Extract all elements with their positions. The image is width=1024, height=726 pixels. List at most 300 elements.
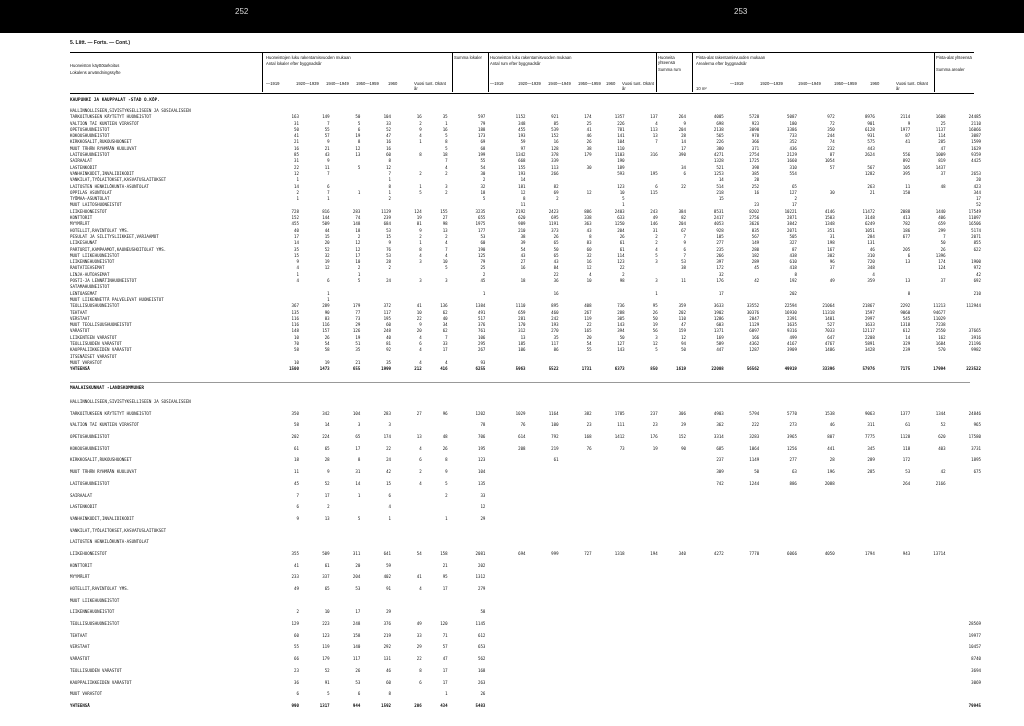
cell-value: 9 [683, 120, 686, 126]
cell-value: 1440 [935, 208, 946, 214]
cell-value: 14 [681, 139, 686, 145]
cell-value: 2417 [713, 215, 724, 221]
cell-value: 1 [327, 196, 330, 202]
cell-value: 9 [419, 227, 422, 233]
cell-value: 1633 [864, 322, 875, 328]
row-label: KONTTORIT [70, 562, 93, 568]
cell-value: 174 [938, 259, 946, 265]
row-label: MUUT LIIKEHUONEISTOT [70, 252, 120, 258]
cell-value: 16 [586, 259, 592, 265]
cell-value: 288 [617, 309, 625, 315]
cell-value: 1 [482, 290, 486, 296]
cell-value: 52 [324, 667, 330, 673]
table-header [70, 52, 974, 94]
cell-value: 340 [678, 550, 686, 556]
cell-value: 105 [902, 164, 911, 170]
cell-value: 4146 [824, 208, 835, 214]
cell-value: 248 [352, 621, 361, 627]
cell-value: 5 [445, 145, 448, 151]
cell-value: 190 [617, 158, 625, 164]
cell-value: 237 [716, 457, 724, 463]
row-label: MUUT VARASTOT [70, 691, 103, 697]
cell-value: 24 [386, 278, 391, 284]
row-label: VANKILAT,TYÖLAITOKSET,KASVATUSLAITOKSET [70, 177, 167, 183]
cell-value: 4 [655, 120, 658, 126]
cell-value: 11 [905, 183, 911, 189]
cell-value: 736 [617, 303, 625, 309]
cell-value: 68 [480, 145, 486, 151]
cell-value: 4 [419, 586, 422, 591]
cell-value: 620 [938, 434, 946, 440]
cell-value: 589 [716, 340, 724, 346]
cell-value: 285 [938, 139, 946, 145]
cell-value: 1009 [935, 152, 946, 158]
cell-value: 10 [416, 309, 422, 315]
cell-value: 57 [324, 133, 330, 139]
cell-value: 3 [655, 259, 658, 265]
cell-value: 1 [357, 189, 361, 195]
cell-value: 252 [751, 183, 760, 189]
cell-value: 57 [442, 644, 448, 650]
cell-value: 1975 [475, 221, 486, 227]
cell-value: 8202 [749, 208, 760, 214]
cell-value: 6097 [749, 328, 760, 334]
cell-value: 1110 [515, 303, 526, 309]
cell-value: 16 [754, 189, 760, 195]
cell-value: 50 [619, 334, 625, 340]
row-label: TEOLLISUUDEN VARASTOT [70, 340, 122, 346]
sum-lokaler-header: Summa lokaler [454, 55, 482, 60]
cell-value: 742 [716, 480, 724, 486]
row-label: MUUT LIIKENNETTÄ PALVELEVAT HUONEISTOT [70, 296, 164, 302]
cell-value: 1503 [824, 215, 835, 221]
cell-value: 150 [902, 189, 911, 195]
cell-value: 202 [477, 562, 486, 568]
cell-value: 292 [383, 644, 391, 650]
header-divider [656, 52, 657, 92]
cell-value: 1412 [614, 434, 625, 440]
cell-value: 155 [518, 164, 526, 170]
cell-value: 1149 [749, 457, 760, 463]
cell-value: 6 [655, 183, 658, 189]
cell-value: 98 [442, 221, 448, 227]
cell-value: 46 [829, 422, 835, 428]
cell-value: 455 [518, 126, 526, 132]
cell-value: 65 [324, 586, 330, 591]
cell-value: 6 [683, 170, 686, 176]
cell-value: 195 [383, 315, 391, 321]
cell-value: 11318 [822, 309, 835, 315]
cell-value: 310 [867, 252, 875, 258]
cell-value: 15 [718, 196, 724, 202]
cell-value: 2 [388, 196, 391, 202]
cell-value: 3633 [713, 303, 724, 309]
cell-value: 4 [589, 271, 592, 277]
cell-value: 53 [480, 233, 486, 239]
cell-value: 53 [386, 227, 391, 233]
cell-value: 43 [324, 152, 330, 158]
cell-value: 193 [518, 133, 526, 139]
cell-value: 267 [584, 309, 592, 315]
row-label: TEOLLISUUSHUONEISTOT [70, 303, 120, 309]
cell-value: 2114 [900, 114, 911, 120]
page-number-right: 253 [734, 7, 748, 16]
cell-value: 193 [518, 170, 526, 176]
year-r1: —1919 [490, 81, 504, 86]
cell-value: 28 [681, 133, 686, 139]
cell-value: 96 [442, 410, 448, 416]
cell-value: 26 [619, 233, 625, 239]
cell-value: 12 [294, 170, 299, 176]
cell-value: 22008 [711, 366, 724, 372]
cell-value: 597 [477, 114, 486, 120]
cell-value: 280 [751, 246, 760, 252]
cell-value: 52 [324, 480, 330, 486]
cell-value: 2 [419, 233, 422, 239]
cell-value: 1 [419, 183, 422, 189]
cell-value: 52 [940, 422, 946, 428]
cell-value: 105 [716, 233, 724, 239]
cell-value: 659 [518, 309, 526, 315]
cell-value: 170 [518, 322, 526, 328]
cell-value: 527 [827, 322, 835, 328]
cell-value: 14 [355, 480, 361, 486]
cell-value: 185 [518, 340, 526, 346]
cell-value: 7 [445, 246, 448, 252]
cell-value: 124 [938, 265, 946, 271]
row-label: MUUT TÄHÄN RYHMÄÄN KUULUVAT [70, 469, 137, 475]
header-divider [934, 52, 935, 92]
cell-value: 157 [322, 328, 330, 334]
cell-value: 21 [869, 189, 875, 195]
cell-value: 380 [716, 145, 724, 151]
cell-value: 17 [442, 667, 448, 673]
cell-value: 61 [619, 240, 625, 246]
cell-value: 59 [520, 139, 526, 145]
cell-value: 1312 [475, 574, 486, 580]
cell-value: 281 [518, 315, 526, 321]
cell-value: 1 [296, 271, 299, 277]
cell-value: 1348 [824, 221, 835, 227]
cell-value: 79 [480, 259, 486, 265]
cell-value: 363 [584, 221, 592, 227]
cell-value: 2 [622, 271, 625, 277]
cell-value: 8740 [971, 656, 981, 662]
cell-value: 65 [355, 434, 361, 440]
cell-value: 372 [383, 303, 391, 309]
cell-value: 406 [938, 215, 946, 221]
cell-value: 554 [789, 170, 797, 176]
cell-value: 408 [584, 303, 592, 309]
cell-value: 1 [327, 290, 330, 296]
cell-value: 1202 [475, 410, 486, 416]
row-label: OPETUSHUONEISTOT [70, 434, 110, 440]
cell-value: 1152 [515, 114, 526, 120]
cell-value: 2 [482, 177, 486, 183]
row-label: KOKOUSHUONEISTOT [70, 445, 110, 451]
cell-value: 87 [791, 246, 797, 252]
cell-value: 152 [291, 215, 299, 221]
year-1: —1919 [266, 81, 280, 86]
cell-value: 37665 [968, 328, 981, 334]
row-label: MUUT LAITOSHUONEISTOT [70, 202, 122, 208]
cell-value: 720 [867, 259, 875, 265]
cell-value: 545 [902, 315, 911, 321]
cell-value: 36 [553, 278, 559, 284]
cell-value: 376 [477, 322, 486, 328]
cell-value: 87 [905, 133, 911, 139]
cell-value: 169 [716, 334, 724, 340]
cell-value: 706 [477, 434, 486, 440]
cell-value: 3 [445, 183, 448, 189]
cell-value: 1 [388, 515, 391, 521]
cell-value: 4272 [713, 550, 724, 556]
group1-title-fi: Huoneistojen luku rakentamisvuoden mukaan [266, 55, 351, 60]
cell-value: 65 [324, 445, 330, 451]
cell-value: 6249 [864, 221, 875, 227]
cell-value: 10 [619, 189, 625, 195]
cell-value: 4 [445, 240, 448, 246]
cell-value: 279 [477, 586, 486, 591]
cell-value: 127 [617, 340, 625, 346]
year-2: 1920—1939 [296, 81, 319, 86]
row-label: PARTURIT,KAMPAAMOT,KAUNEUSHOITOLAT YMS. [70, 246, 167, 252]
cell-value: 20 [976, 177, 981, 183]
cell-value: 438 [789, 252, 797, 258]
year-r6: Vuosi tunt. Okänt år [622, 81, 654, 91]
cell-value: 4050 [824, 550, 835, 556]
group3-title-sv: Arealerna efter byggnadsår [696, 61, 747, 66]
cell-value: 43 [553, 259, 559, 265]
cell-value: 104 [617, 139, 625, 145]
cell-value: 173 [477, 133, 486, 139]
cell-value: 7 [655, 139, 658, 145]
cell-value: 921 [551, 114, 559, 120]
cell-value: 5 [357, 278, 361, 284]
cell-value: 13 [520, 334, 526, 340]
cell-value: 6 [388, 492, 391, 498]
cell-value: 1064 [749, 445, 760, 451]
cell-value: 6066 [787, 550, 797, 556]
cell-value: 8 [419, 246, 422, 252]
cell-value: 3965 [787, 434, 797, 440]
cell-value: 135 [477, 480, 486, 486]
cell-value: 1318 [900, 322, 911, 328]
cell-value: 517 [477, 315, 486, 321]
cell-value: 13714 [933, 550, 946, 556]
cell-value: 6 [327, 278, 330, 284]
cell-value: 165 [584, 328, 592, 334]
cell-value: 1137 [935, 126, 946, 132]
cell-value: 514 [716, 183, 724, 189]
cell-value: 289 [322, 303, 330, 309]
cell-value: 327 [789, 240, 797, 246]
cell-value: 60 [386, 152, 391, 158]
cell-value: 21 [324, 145, 330, 151]
cell-value: 93 [480, 359, 486, 365]
cell-value: 7238 [935, 322, 946, 328]
cell-value: 22594 [784, 303, 797, 309]
cell-value: 1384 [475, 303, 486, 309]
cell-value: 892 [902, 158, 911, 164]
cell-value: 82 [553, 183, 559, 189]
cell-value: 23 [754, 202, 760, 208]
cell-value: 6128 [864, 126, 875, 132]
rooms-total-header: Huoneita yhteensä [658, 55, 675, 65]
cell-value: 8 [357, 457, 361, 463]
cell-value: 16 [553, 139, 559, 145]
cell-value: 81 [416, 221, 422, 227]
cell-value: 931 [867, 133, 875, 139]
cell-value: 443 [867, 145, 875, 151]
cell-value: 47 [442, 656, 448, 662]
cell-value: 12 [386, 164, 391, 170]
row-label: KOKOUSHUONEISTOT [70, 133, 110, 139]
cell-value: 567 [867, 164, 875, 170]
cell-value: 41 [586, 126, 592, 132]
cell-value: 96 [829, 259, 835, 265]
cell-value: 284 [867, 233, 875, 239]
cell-value: 41 [294, 562, 299, 568]
year-a6: Vuosi tunt. Okänt år [896, 81, 928, 91]
cell-value: 42 [754, 278, 760, 284]
row-label: HALLINNOLLISEEN,SIVISTYKSELLISEEN JA SOSIAALISEEN [70, 108, 191, 113]
cell-value: 158 [440, 550, 448, 556]
cell-value: 1785 [614, 410, 625, 416]
cell-value: 206 [414, 702, 422, 708]
header-divider [262, 52, 263, 92]
cell-value: 397 [716, 259, 724, 265]
cell-value: 35 [294, 246, 299, 252]
cell-value: 11 [324, 164, 330, 170]
cell-value: 205 [902, 246, 911, 252]
cell-value: 60 [294, 632, 299, 638]
cell-value: 12 [652, 340, 658, 346]
cell-value: 50 [294, 126, 299, 132]
cell-value: 1437 [935, 164, 946, 170]
cell-value: 58 [480, 609, 486, 615]
cell-value: 117 [383, 309, 391, 315]
cell-value: 895 [551, 303, 559, 309]
cell-value: 1608 [935, 114, 946, 120]
cell-value: 210 [973, 290, 981, 296]
cell-value: 172 [902, 457, 911, 463]
cell-value: 455 [291, 221, 299, 227]
cell-value: 74 [355, 215, 361, 221]
cell-value: 34 [442, 322, 448, 328]
cell-value: 70 [294, 340, 299, 346]
cell-value: 23 [294, 667, 299, 673]
cell-value: 4 [419, 334, 422, 340]
cell-value: 159 [678, 328, 686, 334]
cell-value: 179 [322, 656, 330, 662]
cell-value: 5770 [787, 410, 797, 416]
cell-value: 29 [416, 644, 422, 650]
cell-value: 367 [291, 303, 299, 309]
cell-value: 29 [681, 422, 686, 428]
cell-value: 116 [291, 322, 299, 328]
cell-value: 352 [789, 139, 797, 145]
cell-value: 22 [681, 183, 686, 189]
cell-value: 117 [551, 340, 559, 346]
cell-value: 441 [827, 445, 835, 451]
cell-value: 29 [386, 609, 391, 615]
cell-value: 40 [294, 227, 299, 233]
cell-value: 17 [442, 347, 448, 353]
cell-value: 223522 [966, 366, 981, 372]
cell-value: 76 [386, 246, 391, 252]
cell-value: 2 [419, 120, 422, 126]
cell-value: 239 [383, 215, 391, 221]
cell-value: 6 [419, 457, 422, 463]
cell-value: 1731 [581, 366, 592, 372]
cell-value: 312 [518, 328, 526, 334]
cell-value: 9 [419, 126, 422, 132]
cell-value: 423 [973, 183, 981, 189]
cell-value: 3916 [971, 334, 981, 340]
cell-value: 152 [678, 434, 686, 440]
cell-value: 17 [324, 492, 330, 498]
cell-value: 694 [518, 550, 526, 556]
cell-value: 6 [296, 691, 299, 697]
cell-value: 30 [829, 189, 835, 195]
row-label: LASTENKODIT [70, 504, 98, 510]
cell-value: 144 [322, 215, 330, 221]
cell-value: 12 [586, 189, 592, 195]
cell-value: 235 [716, 246, 724, 252]
row-label: PESULAT JA SILITYSLIIKKEET,VARJAAMOT [70, 233, 159, 239]
cell-value: 199 [477, 152, 486, 158]
cell-value: 176 [716, 278, 724, 284]
row-label: ITSENÄISET VARASTOT [70, 353, 117, 359]
cell-value: 556 [902, 152, 911, 158]
cell-value: 5963 [515, 366, 526, 372]
cell-value: 34 [681, 164, 686, 170]
cell-value: 1900 [971, 259, 981, 265]
cell-value: 20 [754, 177, 760, 183]
cell-value: 17 [355, 609, 361, 615]
cell-value: 1318 [614, 550, 625, 556]
row-label: LIIKENNEHUONEISTOT [70, 609, 115, 615]
cell-value: 348 [867, 265, 875, 271]
cell-value: 316 [650, 152, 658, 158]
cell-value: 163 [291, 114, 299, 120]
cell-value: 65 [553, 252, 559, 258]
cell-value: 2871 [787, 215, 797, 221]
cell-value: 2138 [713, 126, 724, 132]
cell-value: 9982 [971, 347, 981, 353]
cell-value: 727 [584, 550, 592, 556]
cell-value: 972 [827, 114, 835, 120]
cell-value: 1684 [935, 340, 946, 346]
cell-value: 26 [442, 445, 448, 451]
cell-value: 54 [586, 340, 592, 346]
cell-value: 16 [442, 126, 448, 132]
cell-value: 110 [617, 145, 625, 151]
cell-value: 499 [789, 334, 797, 340]
cell-value: 53 [386, 252, 391, 258]
cell-value: 344 [973, 189, 981, 195]
cell-value: 3314 [713, 434, 724, 440]
row-label: LIIKEHUONEISTOT [70, 550, 107, 556]
cell-value: 9 [388, 240, 391, 246]
cell-value: 35 [553, 334, 559, 340]
cell-value: 17 [442, 679, 448, 685]
cell-value: 26 [940, 246, 946, 252]
cell-value: 223 [322, 621, 330, 627]
cell-value: 63 [791, 469, 797, 475]
cell-value: 123 [617, 183, 625, 189]
